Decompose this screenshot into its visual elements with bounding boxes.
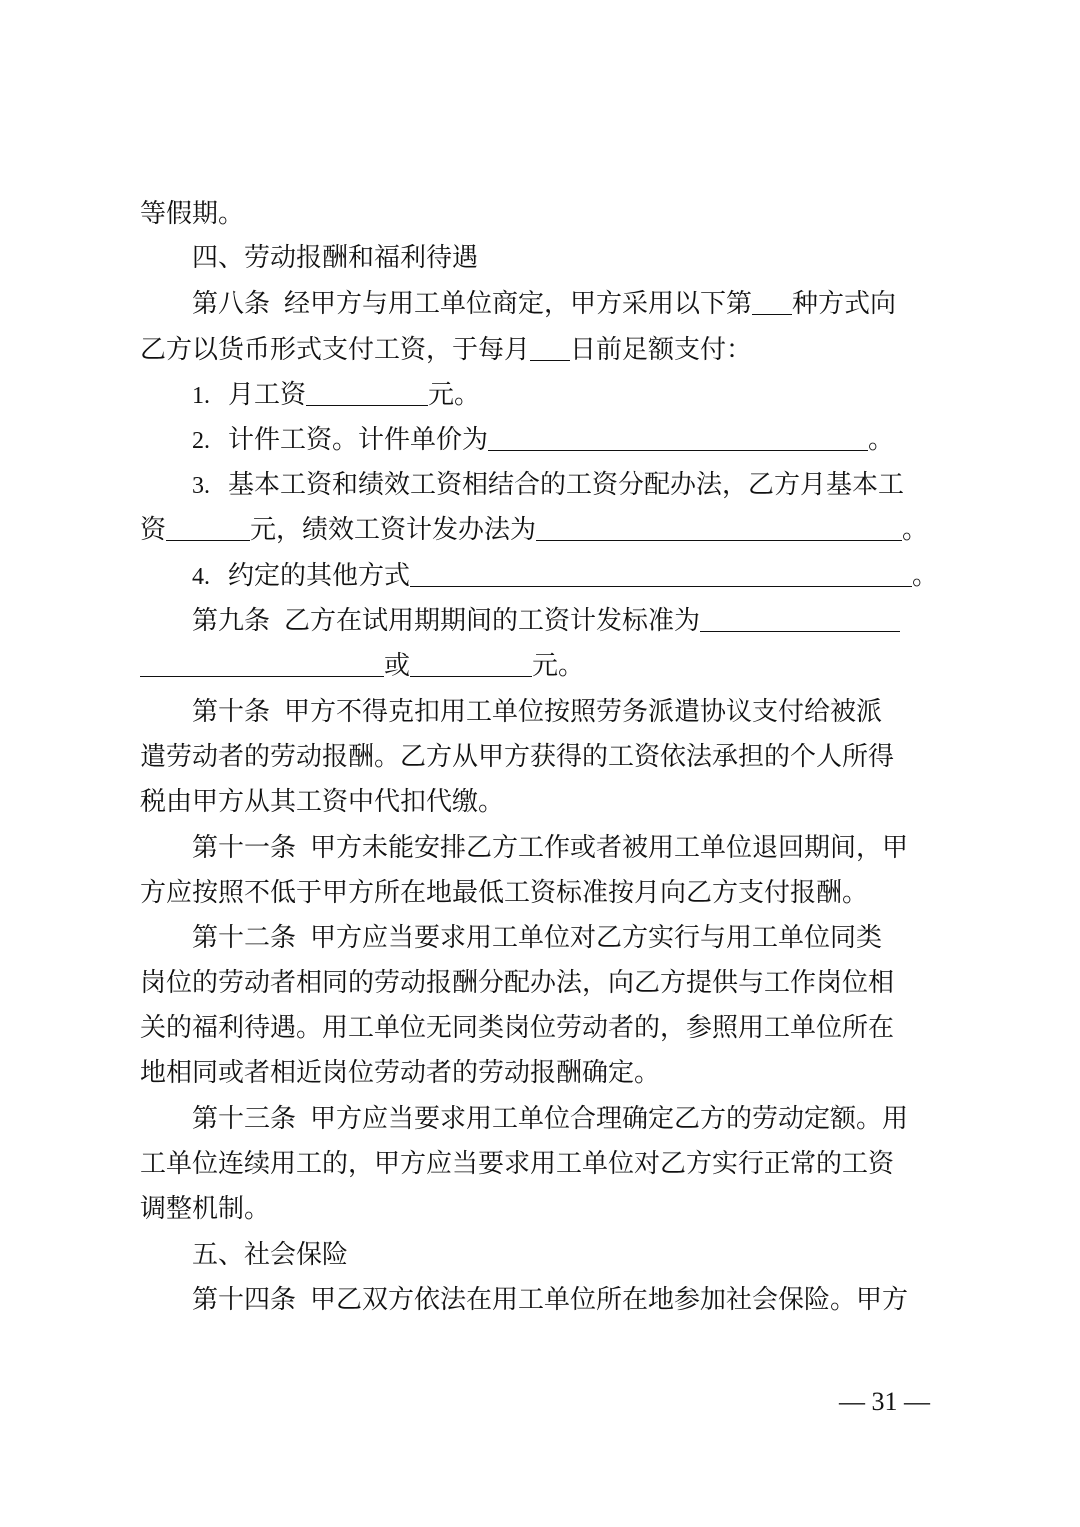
fill-blank[interactable]: [530, 332, 570, 361]
line-text: 等假期。: [140, 199, 245, 229]
list-item-1: [192, 375, 992, 415]
text-line: [140, 963, 940, 1003]
text-line: [140, 194, 940, 234]
line-text: 。: [868, 425, 895, 455]
line-text: 甲方不得克扣用工单位按照劳务派遣协议支付给被派: [284, 697, 883, 727]
list-item-2: [192, 420, 992, 460]
line-text: 关的福利待遇。用工单位无同类岗位劳动者的，参照用工单位所在: [140, 1013, 895, 1043]
page-number: — 31 —: [839, 1387, 930, 1416]
list-item-3: [192, 465, 992, 505]
line-text: 计件工资。计件单价为: [228, 425, 489, 455]
article-13-line: [192, 1099, 992, 1139]
article-8-line: [192, 284, 992, 324]
line-text: 调整机制。: [140, 1194, 271, 1224]
line-text: 甲乙双方依法在用工单位所在地参加社会保险。甲方: [310, 1285, 909, 1315]
line-text: 地相同或者相近岗位劳动者的劳动报酬确定。: [140, 1058, 661, 1088]
list-item-4: [192, 556, 992, 596]
section-heading: [192, 238, 992, 278]
fill-blank[interactable]: [410, 558, 912, 587]
line-text: 。: [912, 561, 939, 591]
text-line: [140, 737, 940, 777]
line-text: 税由甲方从其工资中代扣代缴。: [140, 787, 505, 817]
line-text: 方应按照不低于甲方所在地最低工资标准按月向乙方支付报酬。: [140, 878, 869, 908]
article-title: 第十条: [192, 697, 271, 727]
line-text: 甲方应当要求用工单位对乙方实行与用工单位同类: [310, 923, 883, 953]
text-line: [140, 782, 940, 822]
article-10-line: [192, 692, 992, 732]
article-12-line: [192, 918, 992, 958]
fill-blank[interactable]: [166, 512, 250, 541]
text-line: [140, 646, 940, 686]
section-heading: [192, 1235, 992, 1275]
line-text: 经甲方与用工单位商定，甲方采用以下第: [284, 289, 753, 319]
line-text: 。: [902, 515, 929, 545]
list-number: 3.: [192, 473, 210, 499]
article-title: 第十二条: [192, 923, 297, 953]
line-text: 日前足额支付：: [570, 335, 753, 365]
text-line: [140, 873, 940, 913]
article-title: 第十三条: [192, 1104, 297, 1134]
line-text: 元。: [532, 651, 585, 681]
line-text: 月工资: [228, 380, 307, 410]
list-number: 4.: [192, 564, 210, 590]
line-text: 工单位连续用工的，甲方应当要求用工单位对乙方实行正常的工资: [140, 1149, 895, 1179]
line-text: 约定的其他方式: [228, 561, 411, 591]
fill-blank[interactable]: [306, 377, 428, 406]
fill-blank[interactable]: [410, 648, 532, 677]
line-text: 甲方未能安排乙方工作或者被用工单位退回期间，甲: [310, 833, 909, 863]
fill-blank[interactable]: [536, 512, 902, 541]
line-text: 种方式向: [792, 289, 897, 319]
article-title: 第十四条: [192, 1285, 297, 1315]
fill-blank[interactable]: [488, 422, 868, 451]
line-text: 元。: [428, 380, 481, 410]
list-number: 2.: [192, 428, 210, 454]
text-line: [140, 1144, 940, 1184]
fill-blank[interactable]: [700, 603, 900, 632]
article-9-line: [192, 601, 992, 641]
text-line: [140, 1008, 940, 1048]
text-line: [140, 510, 940, 550]
article-title: 第八条: [192, 289, 271, 319]
line-text: 乙方以货币形式支付工资，于每月: [140, 335, 531, 365]
section-heading-text: 五、社会保险: [192, 1240, 349, 1270]
list-number: 1.: [192, 383, 210, 409]
fill-blank[interactable]: [140, 648, 384, 677]
text-line: [140, 1053, 940, 1093]
line-text: 遣劳动者的劳动报酬。乙方从甲方获得的工资依法承担的个人所得: [140, 742, 895, 772]
line-text: 甲方应当要求用工单位合理确定乙方的劳动定额。用: [310, 1104, 909, 1134]
line-text: 基本工资和绩效工资相结合的工资分配办法，乙方月基本工: [228, 470, 905, 500]
line-text: 元，绩效工资计发办法为: [250, 515, 537, 545]
line-text: 资: [140, 515, 167, 545]
text-line: [140, 330, 940, 370]
article-11-line: [192, 828, 992, 868]
section-heading-text: 四、劳动报酬和福利待遇: [192, 243, 479, 273]
line-text: 岗位的劳动者相同的劳动报酬分配办法，向乙方提供与工作岗位相: [140, 968, 895, 998]
line-text: 乙方在试用期期间的工资计发标准为: [284, 606, 701, 636]
line-text: 或: [384, 651, 411, 681]
article-title: 第九条: [192, 606, 271, 636]
fill-blank[interactable]: [752, 286, 792, 315]
text-line: [140, 1189, 940, 1229]
article-title: 第十一条: [192, 833, 297, 863]
article-14-line: [192, 1280, 992, 1320]
